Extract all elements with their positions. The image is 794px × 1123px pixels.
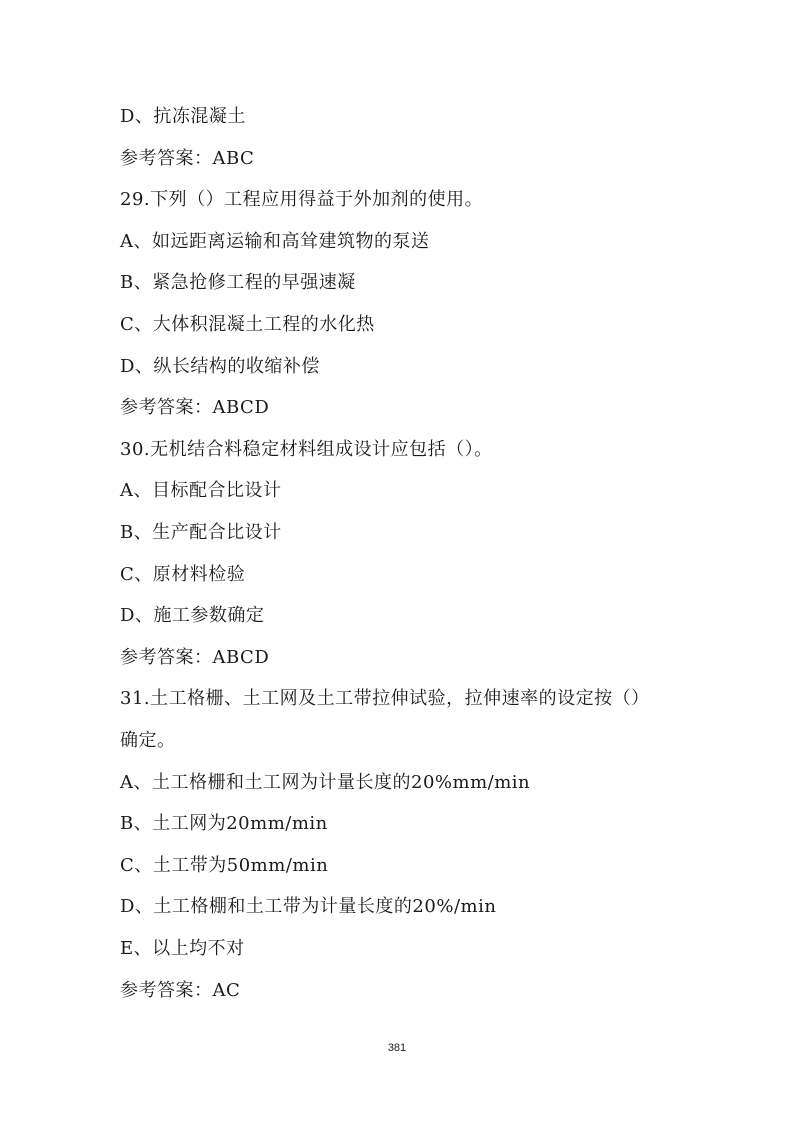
question-31-continued: 确定。 — [120, 730, 176, 751]
answer-q28: 参考答案：ABC — [120, 148, 255, 169]
option-d-q28: D、抗冻混凝土 — [120, 106, 246, 127]
option-e-q31: E、以上均不对 — [120, 938, 245, 959]
answer-q29: 参考答案：ABCD — [120, 397, 270, 418]
option-a-q30: A、目标配合比设计 — [120, 480, 282, 501]
question-29: 29.下列（）工程应用得益于外加剂的使用。 — [120, 189, 484, 210]
option-d-q30: D、施工参数确定 — [120, 605, 265, 626]
option-d-q31: D、土工格棚和土工带为计量长度的20%/min — [120, 896, 497, 917]
option-b-q30: B、生产配合比设计 — [120, 522, 282, 543]
answer-q31: 参考答案：AC — [120, 980, 241, 1001]
option-c-q31: C、土工带为50mm/min — [120, 855, 329, 876]
option-d-q29: D、纵长结构的收缩补偿 — [120, 356, 320, 377]
option-a-q29: A、如远距离运输和高耸建筑物的泵送 — [120, 231, 430, 252]
question-31: 31.土工格栅、土工网及土工带拉伸试验，拉伸速率的设定按（） — [120, 688, 650, 709]
option-b-q29: B、紧急抢修工程的早强速凝 — [120, 272, 356, 293]
question-30: 30.无机结合料稳定材料组成设计应包括（）。 — [120, 439, 493, 460]
option-a-q31: A、土工格栅和土工网为计量长度的20%mm/min — [120, 772, 531, 793]
option-b-q31: B、土工网为20mm/min — [120, 813, 328, 834]
option-c-q30: C、原材料检验 — [120, 564, 246, 585]
answer-q30: 参考答案：ABCD — [120, 647, 270, 668]
page-number: 381 — [387, 1042, 407, 1054]
option-c-q29: C、大体积混凝土工程的水化热 — [120, 314, 375, 335]
